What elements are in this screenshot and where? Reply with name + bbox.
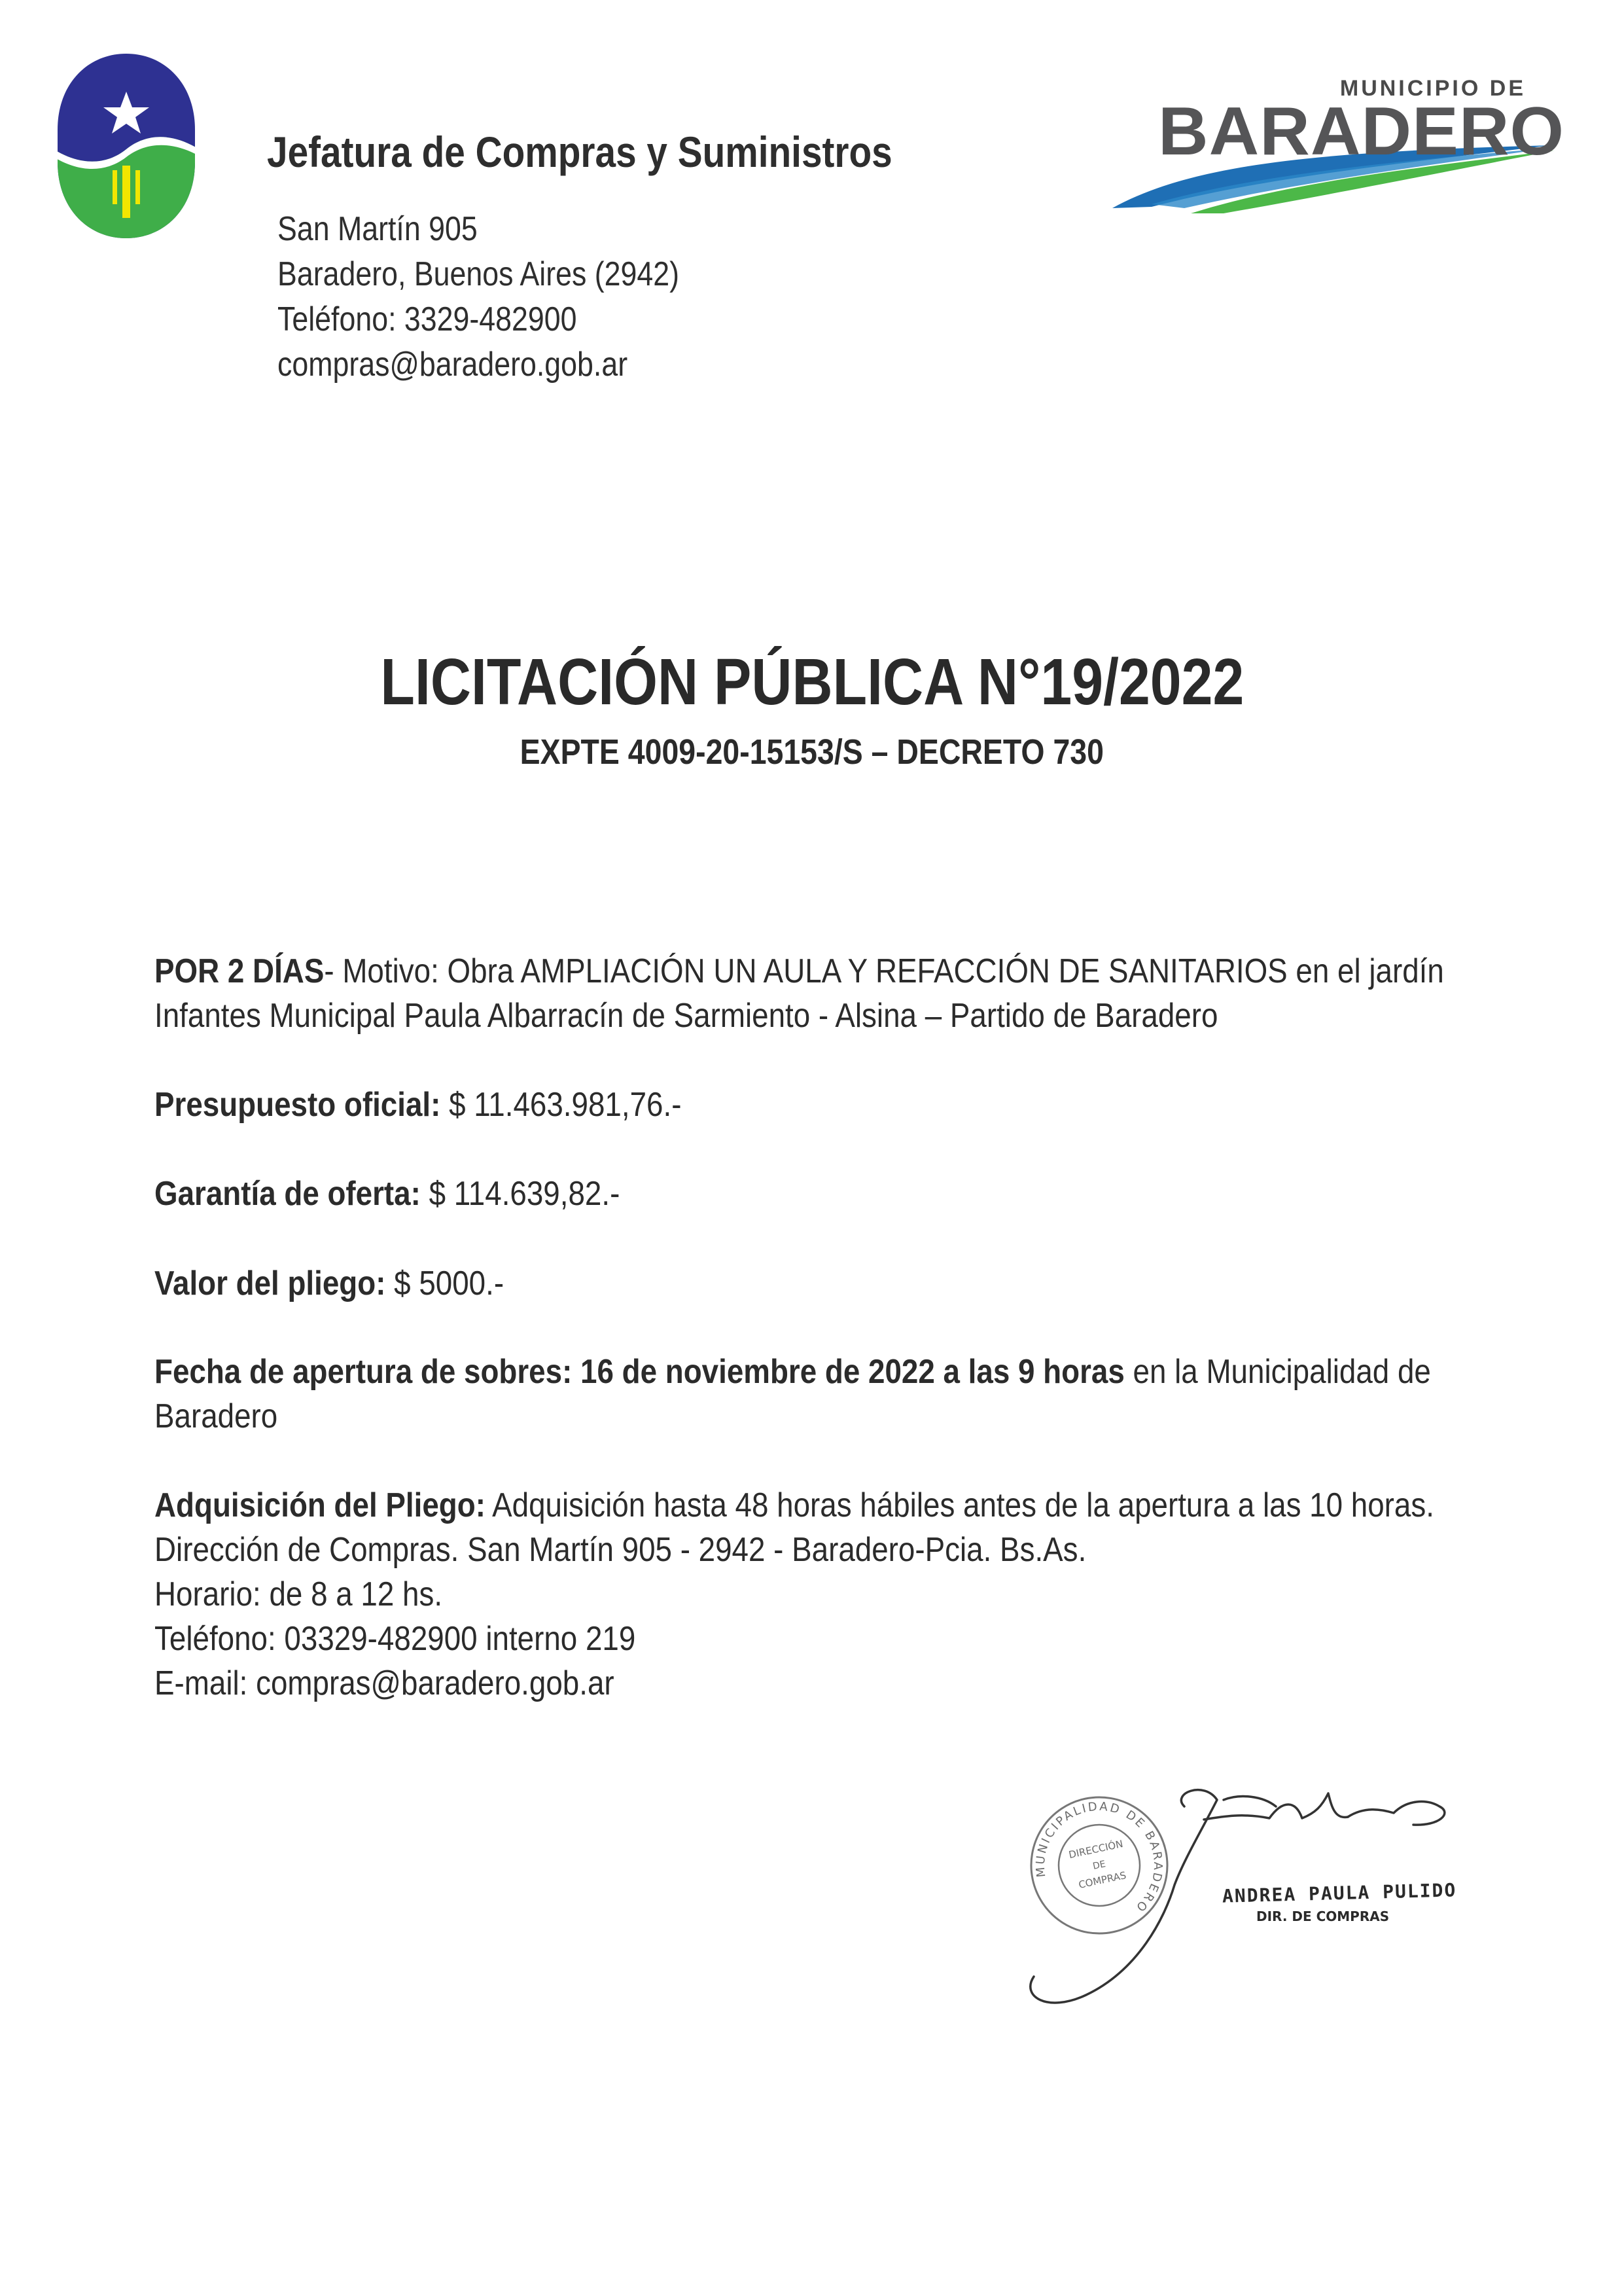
fecha-label: Fecha de apertura de sobres: 16 de noviembre de 2022 a las 9 horas	[154, 1353, 1125, 1391]
presupuesto-paragraph	[154, 1083, 1386, 1127]
stamp-inner-3: COMPRAS	[1077, 1869, 1127, 1891]
valor-label: Valor del pliego:	[154, 1265, 386, 1302]
garantia-paragraph	[154, 1172, 1386, 1216]
motivo-text: - Motivo: Obra AMPLIACIÓN UN AULA Y REFACCIÓN DE SANITARIOS en el jardín	[324, 952, 1444, 990]
garantia-label: Garantía de oferta:	[154, 1175, 421, 1213]
garantia-value: $ 114.639,82.-	[420, 1175, 620, 1213]
adquisicion-paragraph	[154, 1483, 1434, 1706]
stamp-outer-text: MUNICIPALIDAD DE BARADERO	[1033, 1799, 1165, 1916]
address-phone: Teléfono: 3329-482900	[277, 300, 577, 338]
municipio-logo	[1112, 73, 1565, 217]
adquisicion-phone: Teléfono: 03329-482900 interno 219	[154, 1620, 636, 1658]
motivo-line2: Infantes Municipal Paula Albarracín de Sarmiento - Alsina – Partido de Baradero	[154, 997, 1218, 1035]
signatory-name: ANDREA PAULA PULIDO	[1222, 1879, 1457, 1907]
signatory-role: DIR. DE COMPRAS	[1256, 1909, 1390, 1924]
document-subtitle-text: EXPTE 4009-20-15153/S – DECRETO 730	[520, 732, 1104, 772]
baradero-crest-icon	[54, 51, 199, 241]
adquisicion-email: E-mail: compras@baradero.gob.ar	[154, 1664, 614, 1702]
stamp-inner-2: DE	[1091, 1859, 1107, 1872]
adquisicion-label: Adquisición del Pliego:	[154, 1486, 485, 1524]
office-title: Jefatura de Compras y Suministros	[267, 128, 892, 176]
address-city: Baradero, Buenos Aires (2942)	[277, 255, 680, 293]
motivo-label: POR 2 DÍAS	[154, 952, 325, 990]
document-title-text: LICITACIÓN PÚBLICA N°19/2022	[380, 645, 1244, 719]
fecha-line2: Baradero	[154, 1397, 278, 1435]
stamp-inner-1: DIRECCIÓN	[1067, 1837, 1124, 1861]
adquisicion-hours: Horario: de 8 a 12 hs.	[154, 1575, 443, 1613]
signature-block	[1008, 1754, 1505, 2029]
office-address	[277, 207, 679, 387]
fecha-paragraph	[154, 1350, 1431, 1439]
address-street: San Martín 905	[277, 210, 478, 248]
document-subtitle	[0, 732, 1624, 772]
logo-name: BARADERO	[1158, 94, 1565, 170]
fecha-text: en la Municipalidad de	[1124, 1353, 1431, 1391]
motivo-paragraph	[154, 949, 1444, 1038]
presupuesto-label: Presupuesto oficial:	[154, 1086, 441, 1124]
document-title	[0, 645, 1624, 720]
address-email: compras@baradero.gob.ar	[277, 346, 628, 384]
logo-label: MUNICIPIO DE	[1339, 76, 1526, 101]
adquisicion-address: Dirección de Compras. San Martín 905 - 2942 - Baradero-Pcia. Bs.As.	[154, 1531, 1087, 1569]
valor-value: $ 5000.-	[385, 1265, 504, 1302]
valor-paragraph	[154, 1261, 1386, 1306]
presupuesto-value: $ 11.463.981,76.-	[440, 1086, 682, 1124]
official-stamp	[1019, 1785, 1180, 1946]
adquisicion-text: Adquisición hasta 48 horas hábiles antes de la apertura a las 10 horas.	[485, 1486, 1434, 1524]
